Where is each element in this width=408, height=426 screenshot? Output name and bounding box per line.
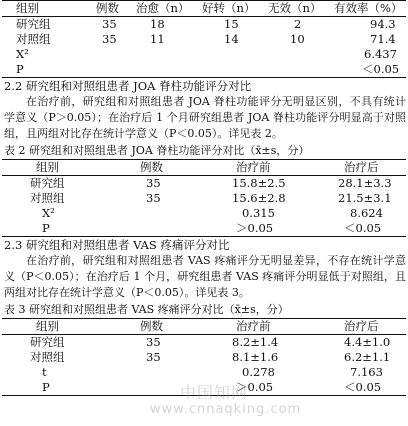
table-cell: ＞0.05	[202, 221, 310, 237]
table-cell: 0.278	[242, 365, 275, 379]
table-cell	[136, 62, 202, 78]
table-1-header-rate: 有效率（%）	[334, 1, 406, 17]
table-cell: X²	[42, 206, 55, 220]
table-cell: X²	[16, 47, 29, 61]
table-cell: ＜0.05	[310, 380, 406, 396]
table-cell: ＞0.05	[202, 380, 310, 396]
section-paragraph: 在治疗前，研究组和对照组患者 JOA 脊柱功能评分无明显区别，不具有统计学意义（P＞0.05）；在治疗后 1 个月研究组患者 JOA 脊柱功能评分明显高于对照组，且两组对比存在统计学意义（P＜0.05）。详见表 2。	[4, 95, 406, 140]
table-cell: 28.1±3.3	[338, 176, 392, 190]
table-1-header-group: 组别	[2, 1, 74, 17]
table-cell: 对照组	[16, 32, 51, 46]
table-cell: 7.163	[350, 365, 383, 379]
table-3-header-group: 组别	[2, 319, 112, 335]
table-cell: 94.3	[370, 17, 396, 31]
table-3-header-count: 例数	[112, 319, 202, 335]
table-2-header-row	[2, 160, 406, 176]
table-cell: 研究组	[16, 17, 51, 31]
table-cell: 0.315	[242, 206, 275, 220]
table-2-header-before: 治疗前	[202, 160, 310, 176]
table-3-header-before: 治疗前	[202, 319, 310, 335]
table-cell: 对照组	[30, 350, 65, 364]
table-2-header-group: 组别	[2, 160, 112, 176]
table-3-header-row	[2, 319, 406, 335]
table-cell: ＜0.05	[334, 62, 406, 78]
table-cell: 2	[294, 17, 302, 31]
table-1-header-ineffective: 无效（n）	[268, 1, 334, 17]
table-cell: 14	[224, 32, 239, 46]
table-cell	[112, 221, 202, 237]
table-caption: 表 3 研究组和对照组患者 VAS 疼痛评分对比（x̄±s，分）	[4, 303, 289, 316]
table-cell: 35	[102, 17, 117, 31]
table-2-header-after: 治疗后	[310, 160, 406, 176]
table-cell	[112, 206, 202, 221]
table-cell: 8.1±1.6	[232, 350, 279, 364]
table-cell: 15.8±2.5	[232, 176, 286, 190]
table-1-header-cured: 治愈（n）	[136, 1, 202, 17]
table-cell: 对照组	[30, 191, 65, 205]
table-3-header-after: 治疗后	[310, 319, 406, 335]
table-cell: 10	[290, 32, 305, 46]
table-cell: 6.2±1.1	[344, 350, 391, 364]
table-cell: 研究组	[30, 176, 65, 190]
table-cell	[202, 47, 268, 62]
table-row	[2, 335, 406, 351]
table-cell	[202, 62, 268, 78]
table-cell: 35	[146, 191, 161, 205]
table-cell: ＜0.05	[310, 221, 406, 237]
table-cell: 8.2±1.4	[232, 335, 279, 349]
table-2	[2, 159, 406, 237]
section-heading: 2.3 研究组和对照组患者 VAS 疼痛评分对比	[4, 238, 230, 252]
table-1-header-improved: 好转（n）	[202, 1, 268, 17]
watermark-url: www.cnnaqking.com	[150, 402, 302, 417]
table-cell: 71.4	[370, 32, 396, 46]
section-heading: 2.2 研究组和对照组患者 JOA 脊柱功能评分对比	[4, 79, 252, 93]
table-row	[2, 17, 406, 33]
table-cell: 35	[146, 350, 161, 364]
table-row	[2, 206, 406, 221]
table-cell: 21.5±3.1	[338, 191, 392, 205]
table-row	[2, 191, 406, 206]
table-cell: 研究组	[30, 335, 65, 349]
table-cell: 6.437	[364, 47, 397, 61]
table-cell: 35	[146, 176, 161, 190]
table-row	[2, 32, 406, 47]
table-row	[2, 47, 406, 62]
table-row	[2, 221, 406, 237]
section-paragraph: 在治疗前，研究组和对照组患者 VAS 疼痛评分无明显差异，不存在统计学意义（P＜0.05）；在治疗后 1 个月，研究组患者 VAS 疼痛评分明显低于对照组，且两组对比存在统计学意义（P＜0.05）。详见表 3。	[4, 254, 406, 299]
table-row	[2, 350, 406, 365]
table-cell: 35	[102, 32, 117, 46]
table-1	[2, 0, 406, 78]
table-cell: P	[2, 221, 112, 237]
table-cell	[268, 47, 334, 62]
table-cell	[268, 62, 334, 78]
table-cell	[74, 47, 136, 62]
table-2-header-count: 例数	[112, 160, 202, 176]
table-cell: 35	[146, 335, 161, 349]
table-caption: 表 2 研究组和对照组患者 JOA 脊柱功能评分对比（x̄±s，分）	[4, 144, 310, 157]
table-cell: 11	[150, 32, 165, 46]
table-1-header-row	[2, 1, 406, 17]
watermark-text: 中国知网	[180, 383, 249, 402]
table-cell	[112, 365, 202, 380]
table-row	[2, 62, 406, 78]
table-cell: 15	[224, 17, 239, 31]
table-row	[2, 176, 406, 192]
table-cell: P	[2, 62, 74, 78]
table-cell: P	[2, 380, 112, 396]
table-cell: 4.4±1.0	[344, 335, 391, 349]
table-cell: 15.6±2.8	[232, 191, 286, 205]
table-1-header-count: 例数	[74, 1, 136, 17]
table-cell: t	[42, 365, 47, 379]
table-cell	[74, 62, 136, 78]
table-cell	[136, 47, 202, 62]
table-cell: 8.624	[350, 206, 383, 220]
table-row	[2, 365, 406, 380]
table-cell: 18	[150, 17, 165, 31]
